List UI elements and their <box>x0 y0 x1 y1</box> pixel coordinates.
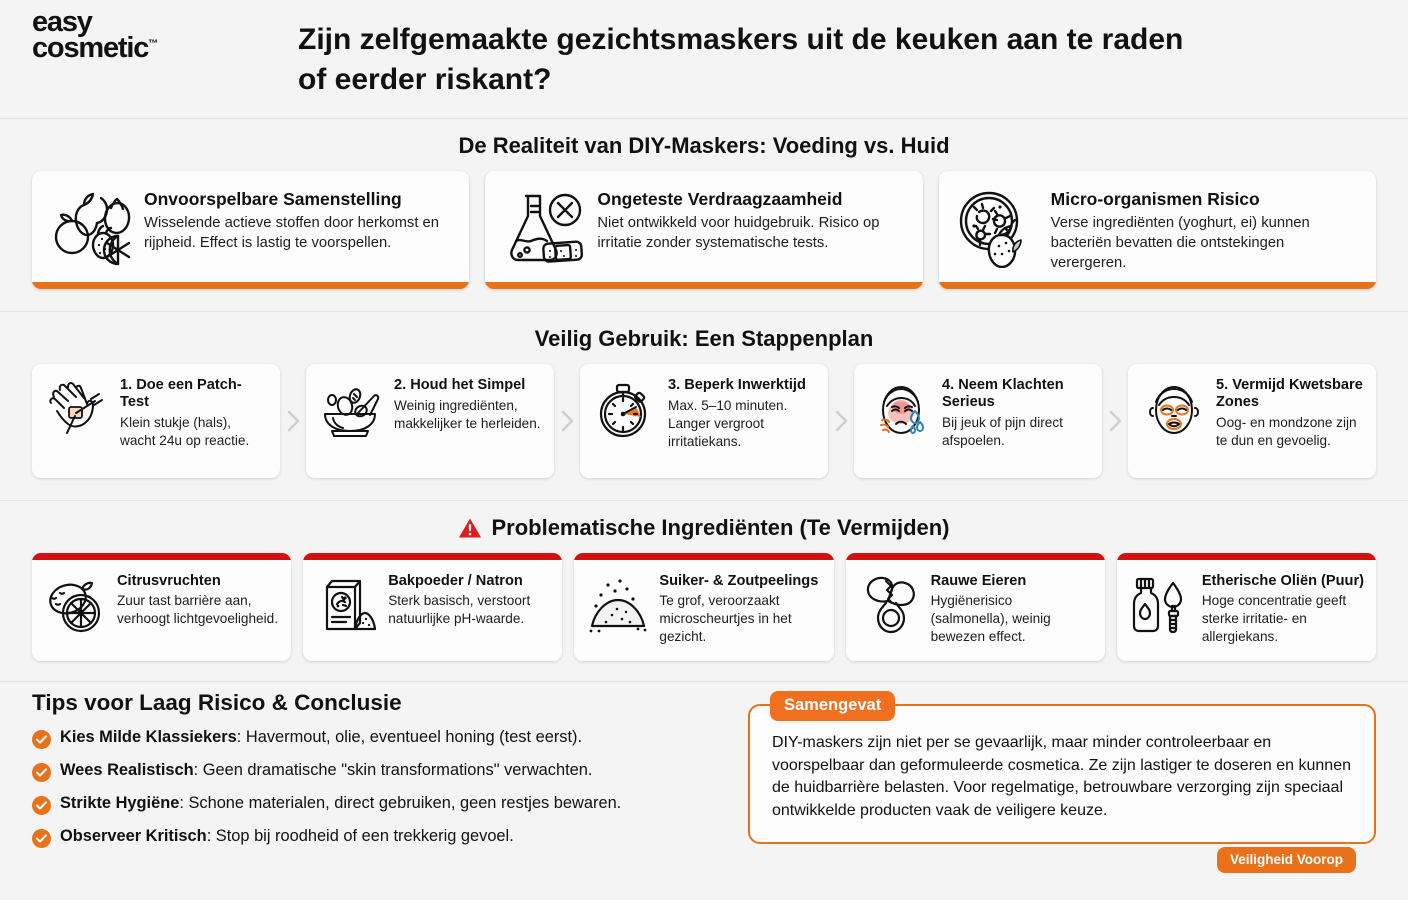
bad-ingredient-title: Citrusvruchten <box>117 573 221 589</box>
tip-item <box>32 728 722 749</box>
step-card-5 <box>1128 364 1376 478</box>
tip-text <box>60 794 621 814</box>
bad-ingredient-desc: Sterk basisch, verstoort natuurlijke pH-waarde. <box>388 593 531 626</box>
tip-item <box>32 827 722 848</box>
tip-item <box>32 794 722 815</box>
face-mask-zones-icon <box>1141 377 1207 443</box>
baking-soda-package-icon <box>315 572 379 636</box>
step-card-title: 5. Vermijd Kwetsbare Zones <box>1216 377 1363 411</box>
bad-ingredient-card <box>303 553 562 661</box>
reality-card-body <box>144 187 453 276</box>
bad-ingredients-heading: Problematische Ingrediënten (Te Vermijden) <box>491 515 950 540</box>
fruit-drop-icon <box>48 187 132 269</box>
step-card-body <box>942 377 1089 466</box>
page-header <box>0 0 1408 118</box>
reality-section-heading: De Realiteit van DIY-Maskers: Voeding vs. Huid <box>458 133 950 158</box>
tip-label: Strikte Hygiëne <box>60 794 180 812</box>
check-circle-icon <box>32 763 51 782</box>
reality-card-title: Ongeteste Verdraagzaamheid <box>597 189 843 209</box>
step-card-desc: Weinig ingrediënten, makkelijker te herleiden. <box>394 398 541 431</box>
step-card-3 <box>580 364 828 478</box>
tip-label: Observeer Kritisch <box>60 827 207 845</box>
bad-ingredients-section <box>0 501 1408 681</box>
tip-text <box>60 761 592 781</box>
bad-ingredient-card <box>32 553 291 661</box>
step-card-2 <box>306 364 554 478</box>
safety-first-badge: Veiligheid Voorop <box>1217 847 1356 873</box>
step-card-1 <box>32 364 280 478</box>
hand-patch-test-icon <box>45 377 111 443</box>
brand-line-2: cosmetic <box>32 31 149 64</box>
steps-card-row <box>0 364 1408 500</box>
reality-card-desc: Verse ingrediënten (yoghurt, ei) kunnen bacteriën bevatten die ontstekingen verergeren. <box>1050 215 1310 271</box>
check-circle-icon <box>32 796 51 815</box>
tip-label: Wees Realistisch <box>60 761 194 779</box>
flask-cross-bandage-icon <box>501 187 585 269</box>
footer-section <box>0 682 1408 867</box>
bad-ingredient-body <box>1202 566 1364 650</box>
reality-card <box>939 171 1376 289</box>
bad-ingredient-title: Etherische Oliën (Puur) <box>1201 573 1364 589</box>
reality-card <box>32 171 469 289</box>
step-card-body <box>394 377 541 466</box>
bad-ingredient-card <box>846 553 1105 661</box>
bad-ingredient-title: Bakpoeder / Natron <box>388 573 523 589</box>
tip-rest: : Schone materialen, direct gebruiken, geen restjes bewaren. <box>179 794 622 812</box>
step-card-desc: Oog- en mondzone zijn te dun en gevoelig. <box>1216 415 1357 449</box>
page-title: Zijn zelfgemaakte gezichtsmaskers uit de keuken aan te raden of eerder riskant? <box>298 23 1184 96</box>
bad-ingredient-card <box>1117 553 1376 661</box>
reality-card-desc: Wisselende actieve stoffen door herkomst en rijpheid. Effect is lastig te voorspellen. <box>144 215 439 251</box>
mixing-bowl-icon <box>319 377 385 443</box>
tip-rest: : Geen dramatische "skin transformations" verwachten. <box>193 761 593 779</box>
bad-ingredient-card <box>574 553 833 661</box>
reality-card-row <box>0 171 1408 311</box>
step-card-body <box>1216 377 1363 466</box>
bad-ingredient-desc: Hoge concentratie geeft sterke irritatie- en allergiekans. <box>1201 593 1347 644</box>
cracked-egg-icon <box>858 572 922 636</box>
trademark-symbol: ™ <box>148 37 159 49</box>
chevron-right-icon <box>554 364 580 478</box>
tip-text <box>60 728 582 748</box>
bad-ingredient-desc: Hygiënerisico (salmonella), weinig bewezen effect. <box>930 593 1051 644</box>
step-card-body <box>120 377 267 466</box>
tip-rest: : Stop bij roodheid of een trekkerig gevoel. <box>206 827 514 845</box>
reality-card <box>485 171 922 289</box>
bad-ingredient-desc: Te grof, veroorzaakt microscheurtjes in het gezicht. <box>659 593 792 644</box>
summary-box <box>748 704 1376 844</box>
steps-section-heading: Veilig Gebruik: Een Stappenplan <box>534 326 874 351</box>
lemon-citrus-icon <box>44 572 108 636</box>
stopwatch-icon <box>593 377 659 443</box>
reality-card-body <box>597 187 906 276</box>
chevron-right-icon <box>828 364 854 478</box>
bad-ingredients-heading-row <box>0 501 1408 553</box>
reality-card-title: Micro-organismen Risico <box>1050 189 1260 209</box>
step-card-desc: Klein stukje (hals), wacht 24u op reactie. <box>120 415 250 449</box>
tips-block <box>32 690 722 860</box>
tip-item <box>32 761 722 782</box>
chevron-right-icon <box>280 364 306 478</box>
bad-ingredient-body <box>931 566 1093 650</box>
step-card-desc: Bij jeuk of pijn direct afspoelen. <box>942 415 1063 449</box>
summary-text: DIY-maskers zijn niet per se gevaarlijk, maar minder controleerbaar en voorspelbaar dan geformuleerde cosmetica. Ze zijn lastiger te doseren en kunnen de huidbarrière belasten. Voor regelmatige, betrouwbare verzorging zijn speciaal ontwikkelde producten vaak de veiligere keuze. <box>772 734 1351 819</box>
bad-ingredient-body <box>117 566 279 650</box>
step-card-title: 2. Houd het Simpel <box>394 377 526 393</box>
summary-label-badge: Samengevat <box>770 691 895 721</box>
check-circle-icon <box>32 829 51 848</box>
step-card-title: 3. Beperk Inwerktijd <box>668 377 806 393</box>
summary-block <box>748 696 1376 867</box>
tip-label: Kies Milde Klassiekers <box>60 728 237 746</box>
bad-ingredient-title: Rauwe Eieren <box>930 573 1027 589</box>
chevron-right-icon <box>1102 364 1128 478</box>
tip-text <box>60 827 514 847</box>
step-card-body <box>668 377 815 466</box>
warning-triangle-icon <box>458 517 482 539</box>
brand-line-1: easy <box>32 6 92 38</box>
bad-ingredient-body <box>659 566 821 650</box>
bad-ingredient-body <box>388 566 550 650</box>
tip-rest: : Havermout, olie, eventueel honing (test eerst). <box>236 728 583 746</box>
essential-oil-bottle-icon <box>1129 572 1193 636</box>
step-card-title: 1. Doe een Patch-Test <box>120 377 242 411</box>
reality-section <box>0 119 1408 311</box>
brand-logo <box>32 6 159 64</box>
reality-card-body <box>1051 187 1360 276</box>
bad-ingredient-desc: Zuur tast barrière aan, verhoogt lichtgevoeligheid. <box>117 593 278 626</box>
tips-title: Tips voor Laag Risico & Conclusie <box>32 690 402 715</box>
bad-ingredients-card-row <box>0 553 1408 681</box>
irritated-face-icon <box>867 377 933 443</box>
reality-card-title: Onvoorspelbare Samenstelling <box>144 189 402 209</box>
reality-card-desc: Niet ontwikkeld voor huidgebruik. Risico op irritatie zonder systematische tests. <box>597 215 880 251</box>
sugar-salt-pile-icon <box>586 572 650 636</box>
check-circle-icon <box>32 730 51 749</box>
steps-section <box>0 312 1408 500</box>
step-card-title: 4. Neem Klachten Serieus <box>942 377 1064 411</box>
petri-dish-bacteria-strawberry-icon <box>955 187 1039 269</box>
bad-ingredient-title: Suiker- & Zoutpeelings <box>659 573 819 589</box>
step-card-desc: Max. 5–10 minuten. Langer vergroot irritatiekans. <box>668 398 788 449</box>
step-card-4 <box>854 364 1102 478</box>
